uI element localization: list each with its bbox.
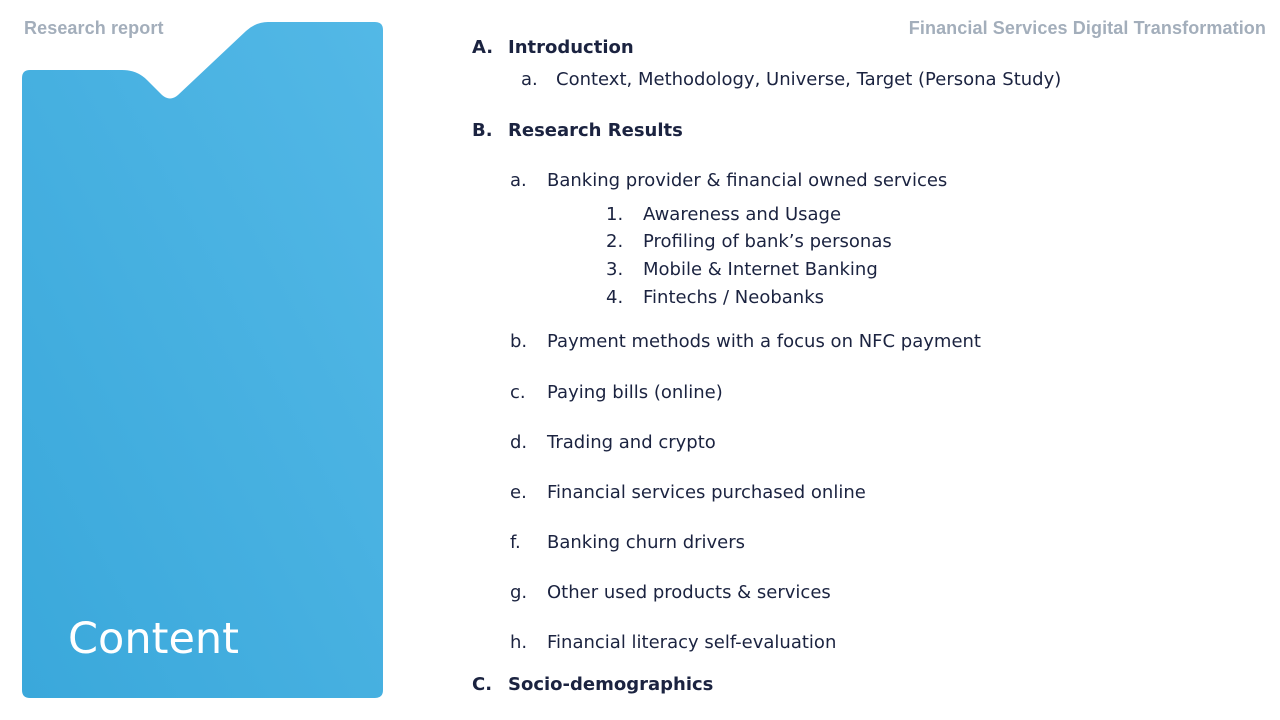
item-label: Banking churn drivers	[547, 532, 746, 553]
item-marker: 3.	[606, 259, 624, 280]
item-marker: 4.	[606, 287, 624, 308]
section-label: Introduction	[508, 37, 634, 58]
item-marker: f.	[510, 532, 521, 553]
item-marker: h.	[510, 632, 528, 653]
card-title: Content	[68, 614, 240, 664]
item-label: Mobile & Internet Banking	[643, 259, 878, 280]
card-shape	[22, 22, 383, 698]
item-marker: a.	[510, 170, 527, 191]
item-marker: 1.	[606, 204, 624, 225]
report-title: Financial Services Digital Transformation	[908, 18, 1266, 38]
content-card	[22, 22, 383, 698]
item-marker: 2.	[606, 231, 624, 252]
item-marker: e.	[510, 482, 527, 503]
item-label: Profiling of bank’s personas	[643, 231, 892, 252]
item-marker: b.	[510, 331, 528, 352]
item-label: Other used products & services	[547, 582, 831, 603]
section-marker: A.	[472, 37, 494, 58]
section-label: Research Results	[508, 120, 683, 141]
item-label: Trading and crypto	[547, 432, 716, 453]
item-marker: c.	[510, 382, 526, 403]
item-label: Fintechs / Neobanks	[643, 287, 824, 308]
report-label: Research report	[24, 18, 164, 38]
item-marker: d.	[510, 432, 528, 453]
section-marker: C.	[472, 674, 493, 695]
item-label: Awareness and Usage	[643, 204, 842, 225]
section-marker: B.	[472, 120, 493, 141]
item-label: Banking provider & financial owned services	[547, 170, 948, 191]
item-marker: g.	[510, 582, 528, 603]
item-label: Payment methods with a focus on NFC payment	[547, 331, 981, 352]
item-label: Financial services purchased online	[547, 482, 866, 503]
item-label: Context, Methodology, Universe, Target (Persona Study)	[556, 69, 1062, 90]
item-marker: a.	[521, 69, 538, 90]
item-label: Paying bills (online)	[547, 382, 723, 403]
section-label: Socio-demographics	[508, 674, 714, 695]
item-label: Financial literacy self-evaluation	[547, 632, 837, 653]
